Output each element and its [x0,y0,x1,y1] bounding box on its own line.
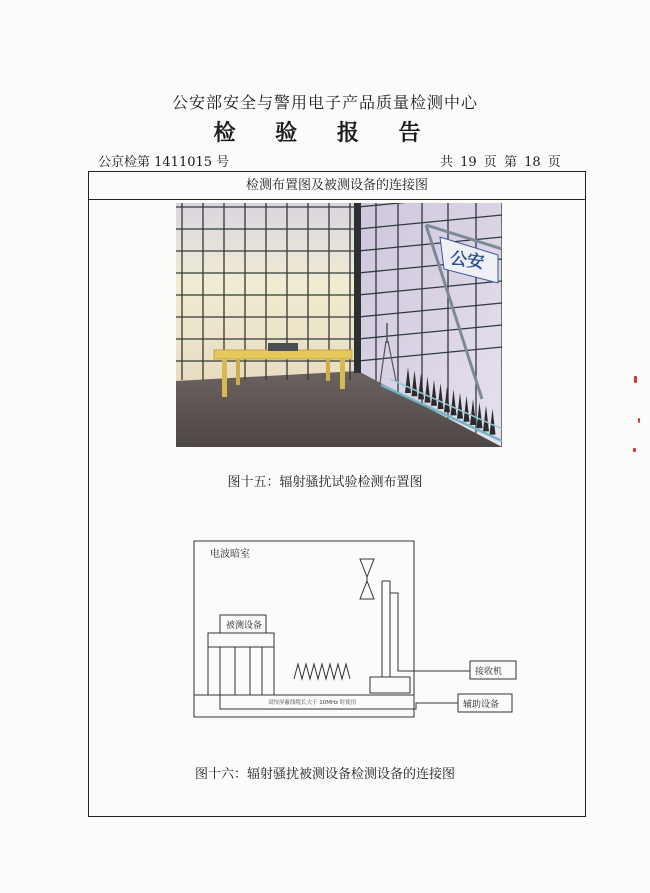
eut-table [208,633,274,695]
document-number: 公京检第 1411015 号 [98,155,230,170]
receiver-label: 接收机 [475,667,503,677]
auxiliary-label: 辅助设备 [463,700,500,710]
sign-text: 公安 [448,248,486,274]
page-indicator: 共 19 页 第 18 页 [440,155,561,170]
report-title: 检 验 报 告 [213,120,437,146]
antenna-base [370,677,410,693]
cable-note: 双绞屏蔽线缆长大于 10MHz 时使用 [268,700,357,706]
figure-15-caption: 图十五：辐射骚扰试验检测布置图 [227,475,423,490]
absorber-cones [294,664,350,679]
scan-speck [634,376,637,383]
chamber-photo [176,203,502,447]
connection-diagram [190,537,520,727]
scan-speck [638,418,640,423]
figure-16-caption: 图十六：辐射骚扰被测设备检测设备的连接图 [194,767,455,782]
antenna-element-top [360,559,374,577]
antenna-element-bottom [360,581,374,599]
chamber-label: 电波暗室 [210,549,250,560]
scan-speck [633,448,636,452]
section-heading: 检测布置图及被测设备的连接图 [89,172,585,200]
organization-name: 公安部安全与警用电子产品质量检测中心 [171,93,478,112]
eut-label: 被测设备 [226,621,263,631]
